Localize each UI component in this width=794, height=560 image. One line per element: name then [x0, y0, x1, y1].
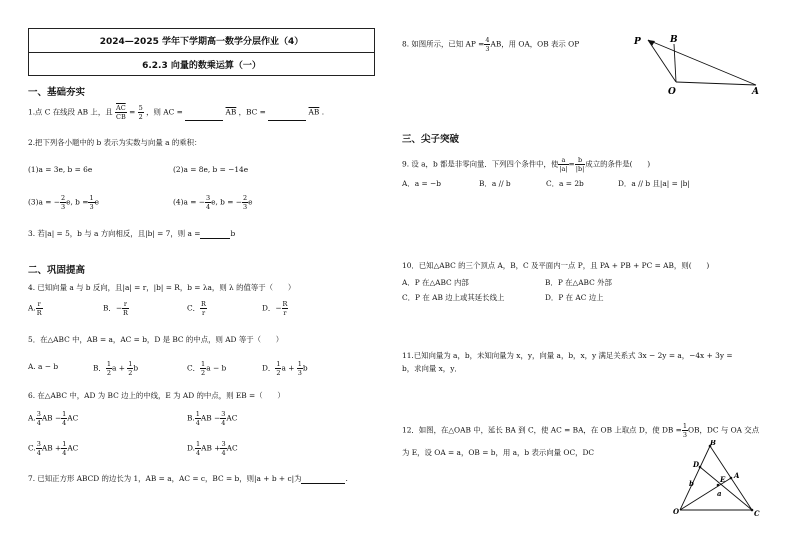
fig12-label-o: O: [673, 507, 680, 516]
fig12-label-c: C: [754, 509, 760, 518]
q5-option-d[interactable]: D． $\frac{1}{2}$ a + $\frac{1}{3}$ b: [262, 360, 308, 377]
q9-option-d[interactable]: D．a // b 且|a| = |b|: [618, 179, 690, 188]
q6-option-b[interactable]: B. $\frac{1}{4}$ AB − $\frac{3}{4}$ AC: [187, 410, 238, 427]
fig12-label-a: A: [734, 471, 740, 480]
fig12-label-e: E: [720, 475, 726, 484]
q10-option-d[interactable]: D．P 在 AC 边上: [545, 293, 604, 302]
q1-vector-ab-2: $\overline{AB}$: [308, 107, 320, 117]
question-11-line-1: 11.已知向量为 a，b，未知向量为 x，y，向量 a，b，x，y 满足关系式 3x − 2y = a，−4x + 3y =: [402, 351, 733, 360]
q1-mid2: ，BC =: [238, 107, 266, 117]
header-box: [28, 28, 375, 76]
q6-option-c[interactable]: C. $\frac{3}{4}$ AB + $\frac{1}{4}$ AC: [28, 440, 79, 457]
section-heading-2: 二、巩固提高: [28, 265, 86, 276]
q1-blank-1[interactable]: [185, 120, 223, 121]
q1-fraction: $\frac{5}{2}$: [138, 104, 143, 121]
q4-option-c[interactable]: C． $\frac{R}{r}$: [187, 300, 206, 317]
q6-option-d[interactable]: D. $\frac{1}{4}$ AB + $\frac{3}{4}$ AC: [187, 440, 238, 457]
q3-blank[interactable]: [200, 238, 230, 239]
fig8-label-p: P: [634, 37, 641, 47]
q7-blank[interactable]: [301, 483, 345, 484]
q1-vector-ab: $\overline{AB}$: [225, 107, 237, 117]
q2-item-3: (3)a = − $\frac{2}{3}$ e, b = $\frac{1}{3}$ e: [28, 194, 99, 211]
q2-item-2: (2)a = 8e, b = −14e: [173, 165, 249, 174]
question-7: 7. 已知正方形 ABCD 的边长为 1，AB = a，AC = c，BC = b，则|a + b + c|为 .: [28, 474, 348, 483]
question-5: 5．在△ABC 中，AB = a，AC = b，D 是 BC 的中点，则 AD 等于（ ）: [28, 335, 284, 344]
fig12-label-a-vec: a: [717, 489, 722, 498]
q10-option-a[interactable]: A．P 在△ABC 内部: [402, 278, 469, 287]
fig12-label-b: B: [710, 440, 716, 447]
question-1: [28, 104, 324, 121]
q9-option-c[interactable]: C．a = 2b: [546, 179, 584, 188]
q2-item-4: (4)a = − $\frac{3}{4}$ e, b = − $\frac{2}{3}$ e: [173, 194, 253, 211]
fig8-label-b: B: [670, 35, 678, 45]
question-9: 9. 设 a，b 都是非零向量．下列四个条件中，使 $\frac{a}{|a|}$ = $\frac{b}{|b|}$ 成立的条件是( ): [402, 156, 651, 173]
section-heading-3: 三、尖子突破: [402, 134, 460, 145]
fig8-label-o: O: [668, 87, 676, 96]
q4-option-b[interactable]: B．− $\frac{r}{R}$: [103, 300, 128, 317]
fig8-label-a: A: [752, 87, 759, 96]
section-heading-1: 一、基础夯实: [28, 87, 86, 98]
q1-text: 1.点 C 在线段 AB 上，且: [28, 107, 113, 117]
fig8-line-pa: [648, 40, 756, 85]
question-12-line-1: 12．如图，在△OAB 中，延长 BA 到 C，使 AC = BA，在 OB 上取点 D，使 DB = $\frac{1}{3}$ OB，DC 与 OA 交点: [402, 422, 760, 439]
q9-option-a[interactable]: A．a = −b: [402, 179, 441, 188]
question-3: 3. 若|a| = 5，b 与 a 方向相反，且|b| = 7，则 a = b: [28, 229, 236, 238]
q4-option-a[interactable]: A. $\frac{r}{R}$: [28, 300, 42, 317]
q10-option-c[interactable]: C．P 在 AB 边上或其延长线上: [402, 293, 505, 302]
page-subtitle: 6.2.3 向量的数乘运算（一）: [29, 52, 374, 76]
q1-blank-2[interactable]: [268, 120, 306, 121]
question-8: 8. 如图所示，已知 AP = $\frac{4}{3}$ AB，用 OA，OB 表示 OP: [402, 36, 580, 53]
q1-ratio: $\frac{\overline{AC}}{CB}$: [115, 104, 126, 121]
fig12-label-d: D: [693, 460, 700, 469]
fig8-arrow-p: [648, 40, 655, 46]
question-11-line-2: b，求向量 x，y．: [402, 364, 462, 373]
question-2: 2.把下列各小题中的 b 表示为实数与向量 a 的乘积：: [28, 138, 202, 147]
q1-eq: =: [129, 107, 136, 117]
q6-option-a[interactable]: A. $\frac{3}{4}$ AB − $\frac{1}{4}$ AC: [28, 410, 79, 427]
q9-option-b[interactable]: B．a // b: [479, 179, 511, 188]
figure-12-triangle: [670, 440, 770, 518]
q10-option-b[interactable]: B．P 在△ABC 外部: [545, 278, 612, 287]
question-12-line-2: 为 E，设 OA = a，OB = b，用 a，b 表示向量 OC，DC: [402, 448, 595, 457]
q1-end: .: [321, 107, 325, 117]
fig8-line-ob: [674, 44, 676, 82]
q5-option-a[interactable]: A. a − b: [28, 362, 59, 371]
question-10: 10．已知△ABC 的三个顶点 A，B，C 及平面内一点 P，且 PA + PB + PC = AB，则( ): [402, 261, 710, 270]
q2-item-1: (1)a = 3e, b = 6e: [28, 165, 93, 174]
q4-option-d[interactable]: D．− $\frac{R}{r}$: [262, 300, 288, 317]
question-4: 4. 已知向量 a 与 b 反向，且|a| = r，|b| = R，b = λa，则 λ 的值等于（ ）: [28, 283, 296, 292]
fig12-line-dc: [700, 467, 752, 510]
fig8-line-oa: [676, 82, 756, 85]
q5-option-b[interactable]: B． $\frac{1}{2}$ a + $\frac{1}{2}$ b: [93, 360, 139, 377]
fig12-label-b-vec: b: [689, 479, 694, 488]
q5-option-c[interactable]: C． $\frac{1}{2}$ a − b: [187, 360, 227, 377]
q1-mid: ，则 AC =: [146, 107, 183, 117]
page-title: 2024—2025 学年下学期高一数学分层作业（4）: [99, 37, 304, 47]
figure-8-triangle: [628, 28, 768, 96]
question-6: 6. 在△ABC 中，AD 为 BC 边上的中线，E 为 AD 的中点，则 EB =（ ）: [28, 391, 285, 400]
